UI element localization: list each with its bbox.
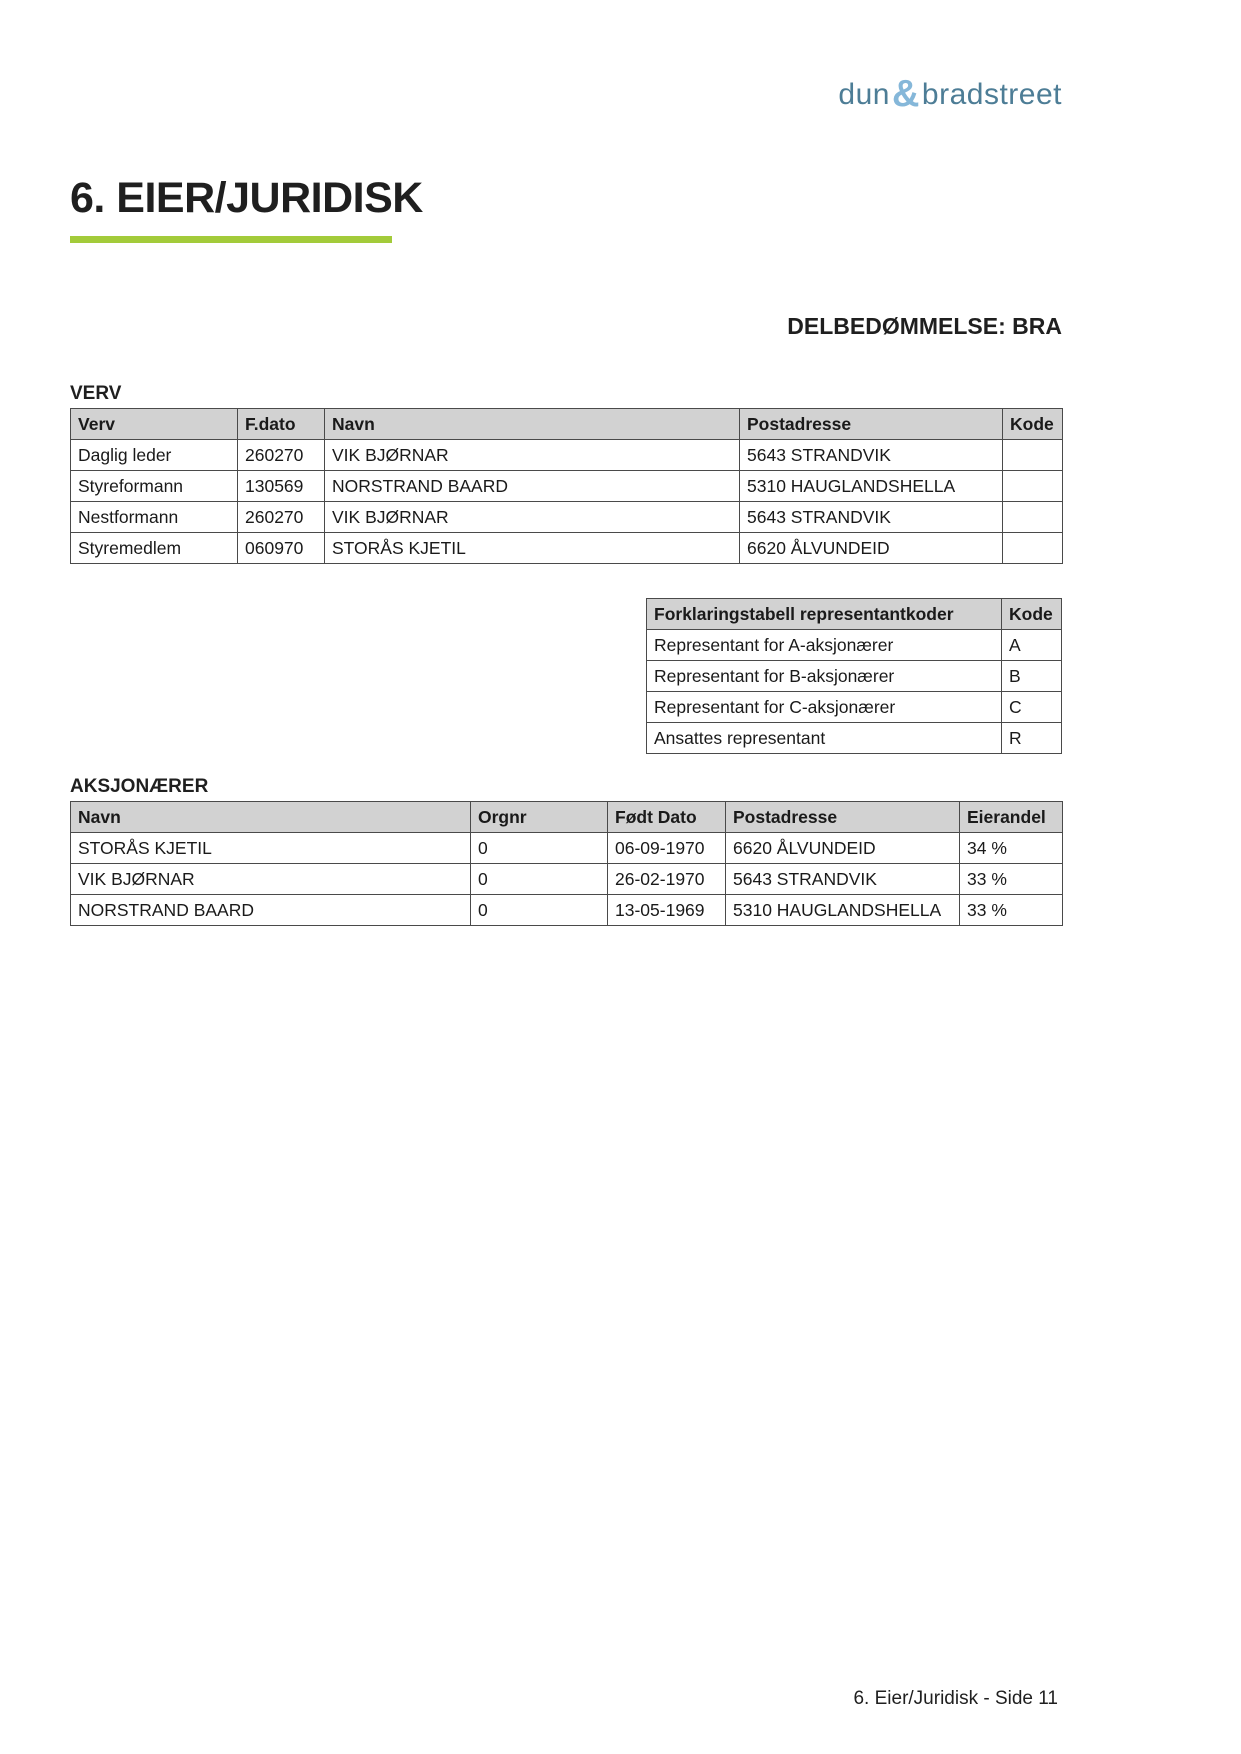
- cell-fodt-dato: 26-02-1970: [608, 864, 726, 895]
- verv-header-postadresse: Postadresse: [740, 409, 1003, 440]
- cell-beskrivelse: Representant for C-aksjonærer: [647, 692, 1002, 723]
- forklaring-wrapper: [70, 598, 1062, 754]
- table-row: [71, 895, 1063, 926]
- forklaring-header-title: Forklaringstabell representantkoder: [647, 599, 1002, 630]
- cell-fodt-dato: 13-05-1969: [608, 895, 726, 926]
- table-row: [71, 440, 1063, 471]
- cell-eierandel: 33 %: [960, 895, 1063, 926]
- page-title: 6. EIER/JURIDISK: [70, 174, 423, 222]
- logo-ampersand-icon: &: [891, 73, 920, 115]
- table-row: [647, 692, 1062, 723]
- accent-bar: [70, 236, 392, 243]
- cell-navn: VIK BJØRNAR: [325, 502, 740, 533]
- cell-fdato: 130569: [238, 471, 325, 502]
- table-row: [71, 833, 1063, 864]
- logo-word-bradstreet: bradstreet: [921, 78, 1062, 111]
- cell-verv: Nestformann: [71, 502, 238, 533]
- table-row: [71, 502, 1063, 533]
- aks-header-fodt-dato: Født Dato: [608, 802, 726, 833]
- cell-navn: VIK BJØRNAR: [71, 864, 471, 895]
- aks-header-eierandel: Eierandel: [960, 802, 1063, 833]
- cell-beskrivelse: Ansattes representant: [647, 723, 1002, 754]
- cell-fdato: 260270: [238, 440, 325, 471]
- cell-kode: B: [1002, 661, 1062, 692]
- cell-navn: NORSTRAND BAARD: [325, 471, 740, 502]
- aksjonaerer-header-row: [71, 802, 1063, 833]
- aks-header-orgnr: Orgnr: [471, 802, 608, 833]
- verv-section-label: VERV: [70, 383, 122, 404]
- verv-header-navn: Navn: [325, 409, 740, 440]
- cell-kode: [1003, 502, 1063, 533]
- cell-postadresse: 5643 STRANDVIK: [726, 864, 960, 895]
- cell-navn: NORSTRAND BAARD: [71, 895, 471, 926]
- aksjonaerer-section-label: AKSJONÆRER: [70, 776, 209, 797]
- cell-eierandel: 34 %: [960, 833, 1063, 864]
- cell-kode: R: [1002, 723, 1062, 754]
- cell-kode: A: [1002, 630, 1062, 661]
- aksjonaerer-table: [70, 801, 1063, 926]
- cell-verv: Daglig leder: [71, 440, 238, 471]
- cell-orgnr: 0: [471, 833, 608, 864]
- page-content: [70, 0, 1062, 926]
- cell-postadresse: 6620 ÅLVUNDEID: [740, 533, 1003, 564]
- forklaring-header-kode: Kode: [1002, 599, 1062, 630]
- table-row: [71, 471, 1063, 502]
- aks-header-navn: Navn: [71, 802, 471, 833]
- verv-header-fdato: F.dato: [238, 409, 325, 440]
- cell-postadresse: 5310 HAUGLANDSHELLA: [740, 471, 1003, 502]
- table-row: [647, 630, 1062, 661]
- table-row: [71, 533, 1063, 564]
- cell-postadresse: 5643 STRANDVIK: [740, 440, 1003, 471]
- dun-bradstreet-logo: [70, 73, 1062, 115]
- cell-navn: VIK BJØRNAR: [325, 440, 740, 471]
- cell-eierandel: 33 %: [960, 864, 1063, 895]
- table-row: [647, 661, 1062, 692]
- cell-verv: Styremedlem: [71, 533, 238, 564]
- cell-fdato: 260270: [238, 502, 325, 533]
- cell-kode: [1003, 440, 1063, 471]
- page-footer: 6. Eier/Juridisk - Side 11: [853, 1688, 1058, 1709]
- forklaring-header-row: [647, 599, 1062, 630]
- table-row: [71, 864, 1063, 895]
- verv-header-kode: Kode: [1003, 409, 1063, 440]
- forklaringstabell-table: [646, 598, 1062, 754]
- verv-header-row: [71, 409, 1063, 440]
- cell-navn: STORÅS KJETIL: [71, 833, 471, 864]
- logo-word-dun: dun: [838, 78, 890, 111]
- cell-postadresse: 5310 HAUGLANDSHELLA: [726, 895, 960, 926]
- cell-orgnr: 0: [471, 864, 608, 895]
- cell-kode: [1003, 533, 1063, 564]
- cell-kode: [1003, 471, 1063, 502]
- table-row: [647, 723, 1062, 754]
- cell-beskrivelse: Representant for A-aksjonærer: [647, 630, 1002, 661]
- cell-beskrivelse: Representant for B-aksjonærer: [647, 661, 1002, 692]
- cell-fdato: 060970: [238, 533, 325, 564]
- cell-postadresse: 5643 STRANDVIK: [740, 502, 1003, 533]
- cell-orgnr: 0: [471, 895, 608, 926]
- cell-fodt-dato: 06-09-1970: [608, 833, 726, 864]
- verv-table: [70, 408, 1063, 564]
- cell-navn: STORÅS KJETIL: [325, 533, 740, 564]
- delbedommelse-heading: DELBEDØMMELSE: BRA: [787, 313, 1062, 339]
- cell-postadresse: 6620 ÅLVUNDEID: [726, 833, 960, 864]
- cell-kode: C: [1002, 692, 1062, 723]
- aks-header-postadresse: Postadresse: [726, 802, 960, 833]
- cell-verv: Styreformann: [71, 471, 238, 502]
- verv-header-verv: Verv: [71, 409, 238, 440]
